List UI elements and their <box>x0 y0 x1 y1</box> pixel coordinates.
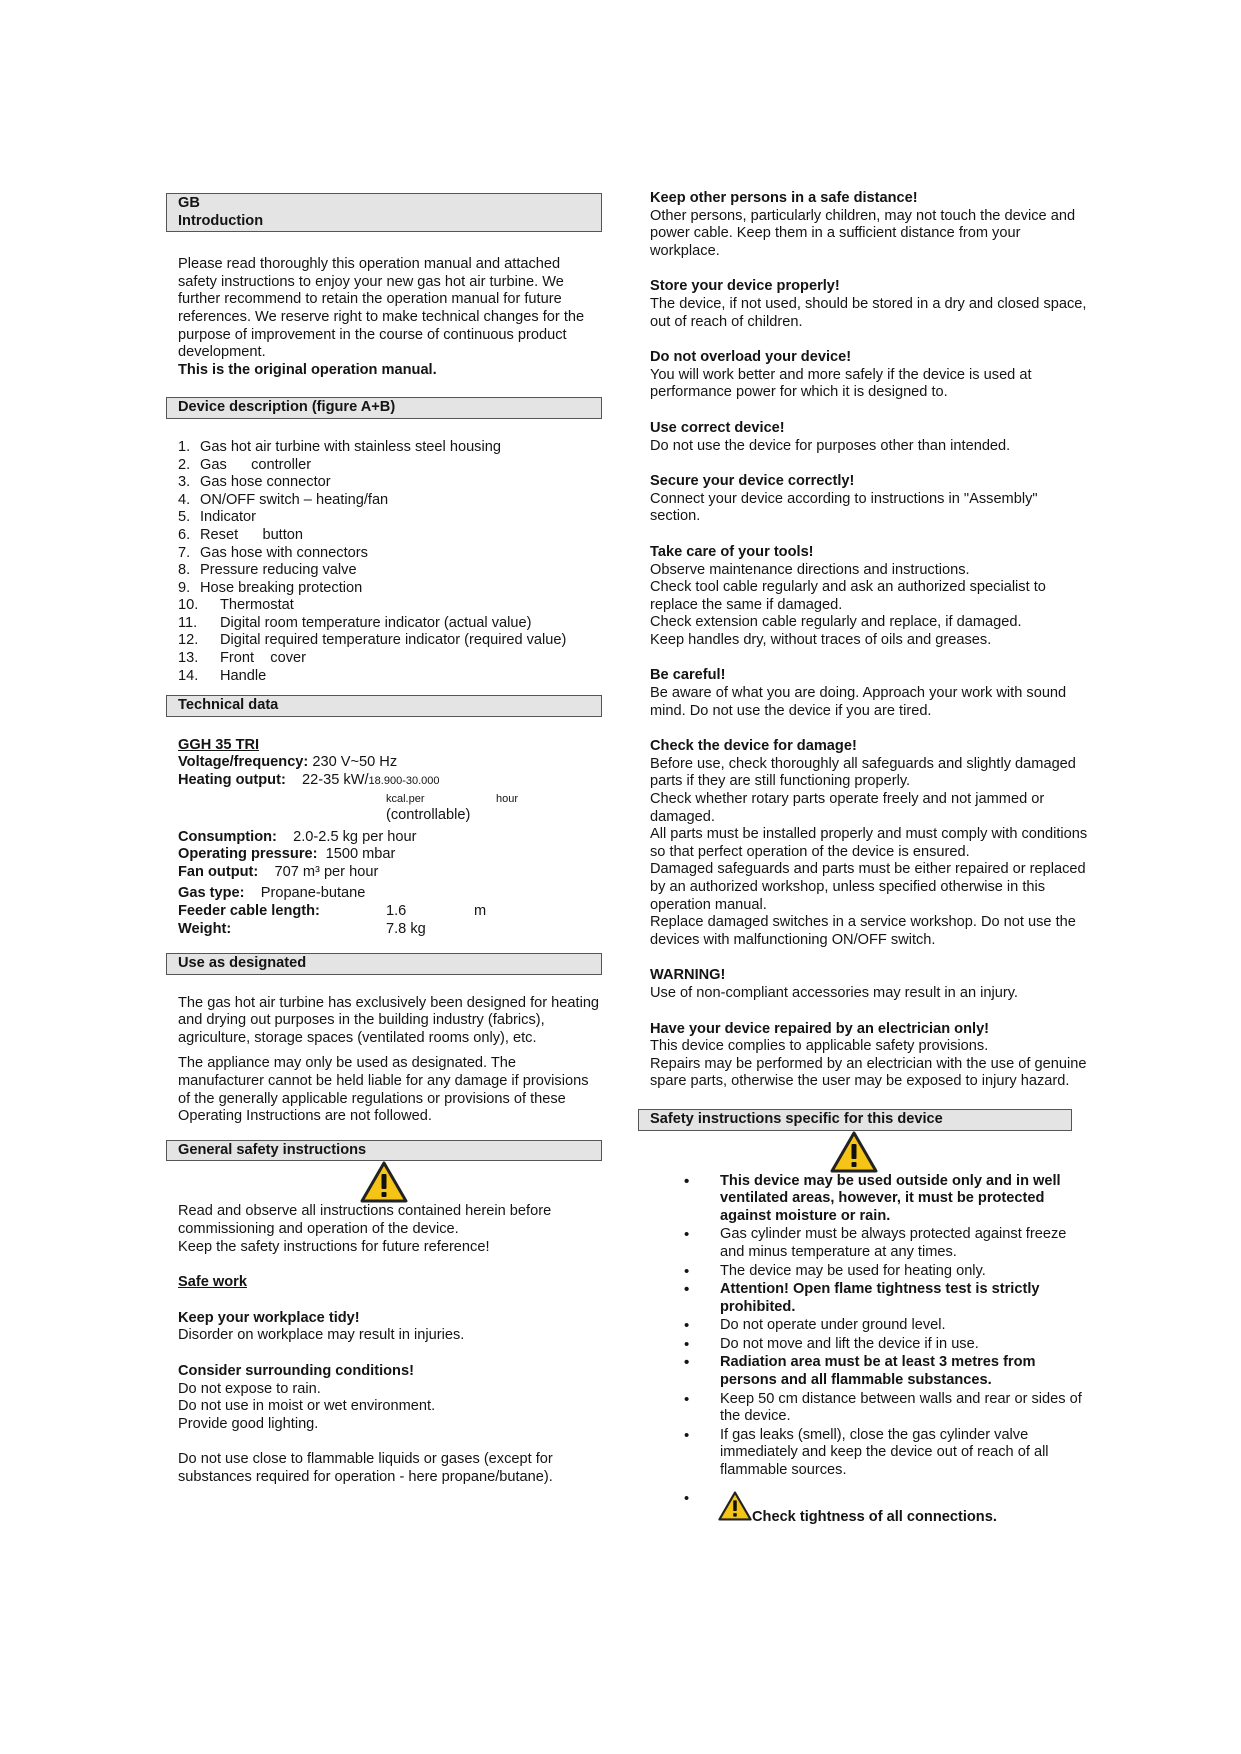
damage-check-line-4: Damaged safeguards and parts must be either repaired or replaced by an authorized workshop, unless specified otherwise in this operation manual. <box>650 861 1086 913</box>
original-manual-note: This is the original operation manual. <box>178 361 437 378</box>
fan-output-value: 707 m³ per hour <box>274 863 379 880</box>
flammable-text: Do not use close to flammable liquids or gases (except for substances required for operation - here propane/butane). <box>178 1451 553 1485</box>
surroundings-title: Consider surrounding conditions! <box>178 1362 414 1379</box>
device-part-number: 9. <box>178 579 191 596</box>
device-part-number: 1. <box>178 438 191 455</box>
voltage-label: Voltage/frequency: <box>178 754 309 771</box>
gas-type-label: Gas type: <box>178 885 245 902</box>
device-part-number: 10. <box>178 597 199 614</box>
tidy-text: Disorder on workplace may result in injuries. <box>178 1327 465 1344</box>
right-column <box>650 190 1088 1526</box>
language-code: GB <box>178 195 200 211</box>
device-part-text: Hose breaking protection <box>200 579 363 596</box>
safety-bullet-item: • Do not move and lift the device if in use. <box>684 1336 1088 1354</box>
device-part-number: 14. <box>178 667 199 684</box>
device-part-number: 12. <box>178 632 199 649</box>
safe-work-heading: Safe work <box>178 1274 247 1291</box>
weight-label: Weight: <box>178 921 232 937</box>
store-title: Store your device properly! <box>650 278 840 295</box>
heating-hour-unit: hour <box>496 792 519 805</box>
device-part-number: 7. <box>178 544 191 561</box>
device-part-text: Gas hot air turbine with stainless steel housing <box>200 438 501 455</box>
tools-line-1: Observe maintenance directions and instructions. <box>650 561 970 578</box>
device-part-item <box>178 668 602 686</box>
careful-text: Be aware of what you are doing. Approach your work with sound mind. Do not use the device if you are tired. <box>650 685 1067 719</box>
damage-check-line-3: All parts must be installed properly and must comply with conditions so that perfect operation of the device is ensured. <box>650 826 1088 860</box>
device-part-item <box>178 492 602 510</box>
voltage-value: 230 V~50 Hz <box>312 754 398 771</box>
correct-device-text: Do not use the device for purposes other than intended. <box>650 437 1011 454</box>
device-part-number: 8. <box>178 562 191 579</box>
safe-distance-text: Other persons, particularly children, may not touch the device and power cable. Keep them in a sufficient distance from your workplace. <box>650 207 1076 259</box>
device-part-item <box>178 562 602 580</box>
device-part-number: 11. <box>178 614 198 631</box>
tidy-title: Keep your workplace tidy! <box>178 1309 360 1326</box>
technical-data-heading: Technical data <box>166 695 602 717</box>
safe-distance-title: Keep other persons in a safe distance! <box>650 190 918 206</box>
model-name: GGH 35 TRI <box>178 736 260 753</box>
cable-length-label: Feeder cable length: <box>178 903 320 919</box>
device-part-item <box>178 474 602 492</box>
warning-triangle-icon <box>830 1131 878 1173</box>
heating-output-label: Heating output: <box>178 772 286 789</box>
warning-title: WARNING! <box>650 967 726 984</box>
correct-device-title: Use correct device! <box>650 419 785 436</box>
cable-length-unit: m <box>474 903 487 919</box>
damage-check-line-5: Replace damaged switches in a service workshop. Do not use the devices with malfunctioning ON/OFF switch. <box>650 914 1076 948</box>
device-part-number: 4. <box>178 491 191 508</box>
gas-type-value: Propane-butane <box>260 885 366 902</box>
general-safety-heading: General safety instructions <box>166 1140 602 1162</box>
general-safety-text-1: Read and observe all instructions contained herein before commissioning and operation of the device. <box>178 1203 552 1237</box>
device-part-text: Front cover <box>220 650 306 667</box>
weight-value: 7.8 kg <box>386 921 426 937</box>
electrician-line-2: Repairs may be performed by an electrician with the use of genuine spare parts, otherwise the user may be exposed to injury hazard. <box>650 1055 1087 1090</box>
device-part-number: 2. <box>178 456 191 473</box>
device-part-number: 5. <box>178 509 191 526</box>
device-part-text: Digital required temperature indicator (required value) <box>220 632 567 649</box>
overload-text: You will work better and more safely if the device is used at performance power for which it is designed to. <box>650 366 1032 401</box>
device-part-item <box>178 509 602 527</box>
device-description-heading: Device description (figure A+B) <box>166 397 602 419</box>
tools-title: Take care of your tools! <box>650 543 814 560</box>
device-part-item <box>178 527 602 545</box>
damage-check-title: Check the device for damage! <box>650 738 857 755</box>
device-part-item <box>178 615 602 633</box>
heating-controllable-note: (controllable) <box>386 806 471 823</box>
device-part-item <box>178 580 602 598</box>
device-part-text: Reset button <box>200 526 304 543</box>
device-part-text: Gas hose with connectors <box>200 544 368 561</box>
introduction-heading-box <box>166 193 602 232</box>
device-part-item <box>178 457 602 475</box>
device-part-item <box>178 545 602 563</box>
specific-safety-list <box>650 1173 1088 1480</box>
technical-data-table <box>166 737 602 939</box>
consumption-value: 2.0-2.5 kg per hour <box>293 828 417 845</box>
device-part-text: Indicator <box>200 509 256 526</box>
specific-safety-heading: Safety instructions specific for this device <box>638 1109 1072 1131</box>
consumption-label: Consumption: <box>178 828 277 845</box>
device-part-text: Thermostat <box>220 597 294 614</box>
secure-device-text: Connect your device according to instructions in "Assembly" section. <box>650 490 1038 525</box>
device-part-item <box>178 597 602 615</box>
introduction-title: Introduction <box>178 212 264 229</box>
device-part-text: Gas hose connector <box>200 474 331 491</box>
device-part-item <box>178 650 602 668</box>
device-part-text: Gas controller <box>200 456 312 473</box>
warning-triangle-icon <box>360 1161 408 1203</box>
heating-kcal-unit: kcal.per <box>386 792 425 805</box>
tools-line-2: Check tool cable regularly and ask an authorized specialist to replace the same if damaged. <box>650 579 1046 613</box>
safety-bullet-item: • Gas cylinder must be always protected against freeze and minus temperature at any times. <box>684 1226 1088 1261</box>
warning-triangle-icon <box>718 1491 752 1521</box>
cable-length-value: 1.6 <box>386 903 407 919</box>
device-parts-list <box>166 439 602 685</box>
heating-output-kcal-range: 18.900-30.000 <box>368 775 440 788</box>
electrician-line-1: This device complies to applicable safety provisions. <box>650 1038 989 1055</box>
device-part-text: Pressure reducing valve <box>200 562 357 579</box>
secure-device-title: Secure your device correctly! <box>650 473 855 490</box>
device-part-item <box>178 632 602 650</box>
device-part-number: 13. <box>178 650 199 667</box>
introduction-text: Please read thoroughly this operation manual and attached safety instructions to enjoy your new gas hot air turbine. We further recommend to retain the operation manual for future references. We reserve right to make technical changes for the purpose of improvement in the course of continuous product development. <box>178 256 585 361</box>
device-part-text: ON/OFF switch – heating/fan <box>200 491 389 508</box>
operating-pressure-value: 1500 mbar <box>325 846 396 863</box>
damage-check-line-1: Before use, check thoroughly all safeguards and slightly damaged parts if they are still functioning properly. <box>650 755 1076 790</box>
use-paragraph-2: The appliance may only be used as designated. The manufacturer cannot be held liable for any damage if provisions of the generally applicable regulations or provisions of these Operating Instructions are not followed. <box>178 1055 589 1125</box>
safety-bullet-item: • This device may be used outside only and in well ventilated areas, however, it must be protected against moisture or rain. <box>684 1173 1088 1226</box>
store-text: The device, if not used, should be stored in a dry and closed space, out of reach of children. <box>650 295 1087 330</box>
safety-bullet-item: • Do not operate under ground level. <box>684 1317 1088 1335</box>
device-part-number: 6. <box>178 526 191 543</box>
surroundings-line-3: Provide good lighting. <box>178 1415 319 1432</box>
operating-pressure-label: Operating pressure: <box>178 846 318 863</box>
safety-bullet-item: • If gas leaks (smell), close the gas cylinder valve immediately and keep the device out of reach of all flammable sources. <box>684 1427 1088 1480</box>
electrician-title: Have your device repaired by an electrician only! <box>650 1020 990 1037</box>
damage-check-line-2: Check whether rotary parts operate freely and not jammed or damaged. <box>650 791 1045 825</box>
surroundings-line-1: Do not expose to rain. <box>178 1380 321 1397</box>
overload-title: Do not overload your device! <box>650 349 852 366</box>
device-part-text: Digital room temperature indicator (actual value) <box>220 614 532 631</box>
heating-output-value: 22-35 kW/ <box>302 772 369 789</box>
use-paragraph-1: The gas hot air turbine has exclusively been designed for heating and drying out purposes in the building industry (fabrics), agriculture, storage spaces (ventilated rooms only), etc. <box>178 994 600 1046</box>
device-part-item <box>178 439 602 457</box>
surroundings-line-2: Do not use in moist or wet environment. <box>178 1398 436 1415</box>
tightness-check-item: • Check tightness of all connections. <box>684 1490 997 1525</box>
safety-bullet-item: • Radiation area must be at least 3 metres from persons and all flammable substances. <box>684 1354 1088 1389</box>
safety-bullet-item: • Attention! Open flame tightness test is strictly prohibited. <box>684 1281 1088 1316</box>
general-safety-text-2: Keep the safety instructions for future reference! <box>178 1238 490 1255</box>
tightness-check-text: Check tightness of all connections. <box>752 1508 997 1525</box>
device-part-text: Handle <box>220 667 267 684</box>
tools-line-4: Keep handles dry, without traces of oils and greases. <box>650 631 992 648</box>
tools-line-3: Check extension cable regularly and replace, if damaged. <box>650 614 1022 631</box>
safety-bullet-item: • Keep 50 cm distance between walls and rear or sides of the device. <box>684 1391 1088 1426</box>
careful-title: Be careful! <box>650 667 726 684</box>
safety-bullet-item: • The device may be used for heating only. <box>684 1263 1088 1281</box>
use-as-designated-heading: Use as designated <box>166 953 602 975</box>
warning-text: Use of non-compliant accessories may result in an injury. <box>650 984 1018 1001</box>
fan-output-label: Fan output: <box>178 863 259 880</box>
left-column <box>166 193 602 1486</box>
device-part-number: 3. <box>178 474 191 491</box>
